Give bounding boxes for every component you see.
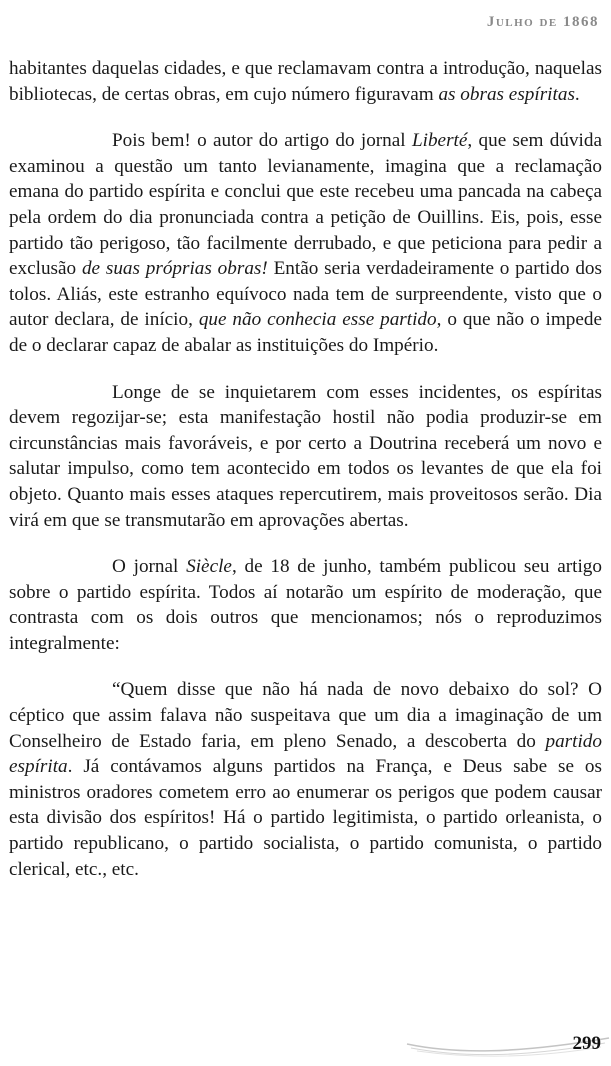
paragraph-2: Pois bem! o autor do artigo do jornal Liberté, que sem dúvida examinou a questão um tanto levianamente, imagina que a reclamação emana do partido espírita e conclui que este recebeu uma pancada na cabeça pela ordem do dia pronunciada contra a petição de Ouillins. Eis, pois, esse partido tão perigoso, tão facilmente derrubado, e que peticiona para pedir a exclusão de suas próprias obras! Então seria verdadeiramente o partido dos tolos. Aliás, este estranho equívoco nada tem de surpreendente, visto que o autor declara, de início, que não conhecia esse partido, o que não o impede de o declarar capaz de abalar as instituições do Império. [9,130,602,356]
running-header: Julho de 1868 [486,14,599,30]
paragraph-5: “Quem disse que não há nada de novo debaixo do sol? O céptico que assim falava não suspeitava que um dia a imaginação de um Conselheiro de Estado faria, em pleno Senado, a descoberta do partido espírita. Já contávamos alguns partidos na França, e Deus sabe se os ministros oradores cometem erro ao enumerar os perigos que podem causar esta divisão dos espíritos! Há o partido legitimista, o partido orleanista, o partido republicano, o partido socialista, o partido comunista, o partido clerical, etc., etc. [9,679,602,880]
paragraph-1: habitantes daquelas cidades, e que reclamavam contra a introdução, naquelas bibliotecas, de certas obras, em cujo número figuravam as obras espíritas. [9,58,602,105]
page-body [9,56,602,903]
page-number: 299 [572,1033,601,1054]
paragraph-4: O jornal Siècle, de 18 de junho, também publicou seu artigo sobre o partido espírita. Todos aí notarão um espírito de moderação, que contrasta com os dois outros que mencionamos; nós o reproduzimos integralmente: [9,556,602,654]
paragraph-3: Longe de se inquietarem com esses incidentes, os espíritas devem regozijar-se; esta manifestação hostil não podia produzir-se em circunstâncias mais favoráveis, e por certo a Doutrina receberá um novo e salutar impulso, como tem acontecido em todos os levantes de que ela foi objeto. Quanto mais esses ataques repercutirem, mais proveitosos serão. Dia virá em que se transmutarão em aprovações abertas. [9,381,602,531]
